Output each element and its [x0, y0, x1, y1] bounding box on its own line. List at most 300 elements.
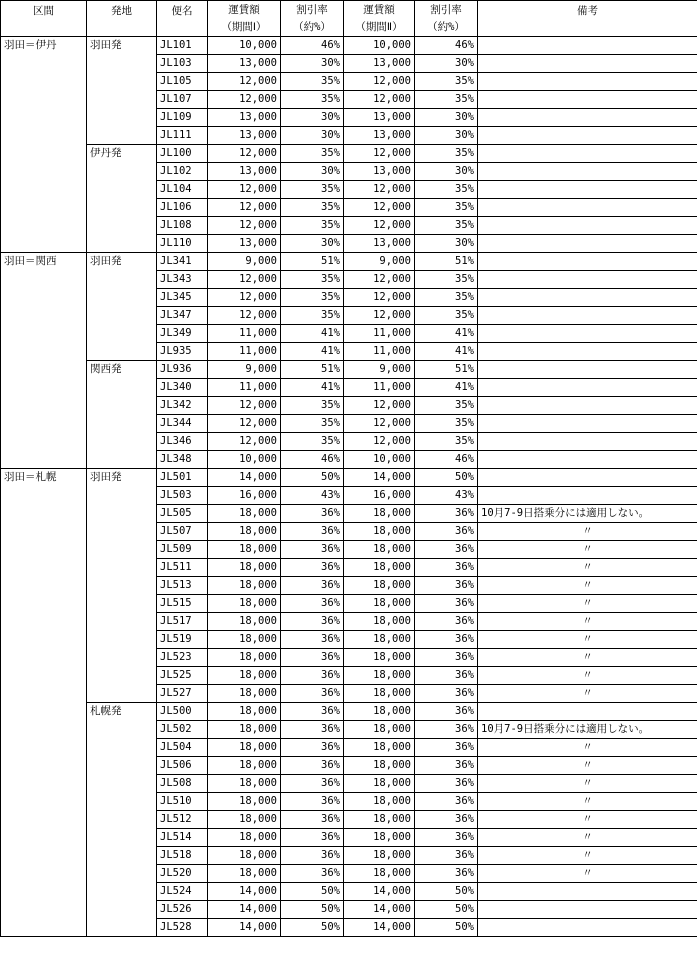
table-row — [1, 703, 697, 721]
flight-number-cell: JL526 — [157, 901, 208, 919]
rate-period1-cell: 36% — [281, 793, 344, 811]
note-cell — [478, 307, 697, 325]
rate-period2-cell: 35% — [415, 397, 478, 415]
flight-number-cell: JL347 — [157, 307, 208, 325]
fare-period2-cell: 12,000 — [344, 73, 415, 91]
flight-number-cell: JL104 — [157, 181, 208, 199]
fare-period2-cell: 12,000 — [344, 199, 415, 217]
flight-number-cell: JL103 — [157, 55, 208, 73]
flight-number-cell: JL520 — [157, 865, 208, 883]
note-cell — [478, 325, 697, 343]
origin-cell: 伊丹発 — [87, 145, 157, 253]
flight-number-cell: JL348 — [157, 451, 208, 469]
rate-period2-cell: 41% — [415, 325, 478, 343]
rate-period2-cell: 41% — [415, 343, 478, 361]
header-origin: 発地 — [87, 1, 157, 37]
rate-period2-cell: 36% — [415, 523, 478, 541]
fare-period2-cell: 13,000 — [344, 127, 415, 145]
fare-period1-cell: 14,000 — [208, 469, 281, 487]
rate-period1-cell: 30% — [281, 235, 344, 253]
table-body — [1, 37, 697, 937]
rate-period1-cell: 41% — [281, 379, 344, 397]
note-cell — [478, 199, 697, 217]
note-cell — [478, 109, 697, 127]
rate-period1-cell: 36% — [281, 505, 344, 523]
flight-number-cell: JL107 — [157, 91, 208, 109]
fare-period1-cell: 13,000 — [208, 127, 281, 145]
table-header — [1, 1, 697, 37]
fare-period2-cell: 9,000 — [344, 361, 415, 379]
note-cell — [478, 379, 697, 397]
fare-period1-cell: 18,000 — [208, 739, 281, 757]
note-cell — [478, 91, 697, 109]
fare-period2-cell: 11,000 — [344, 379, 415, 397]
fare-period2-cell: 18,000 — [344, 685, 415, 703]
rate-period1-cell: 30% — [281, 127, 344, 145]
fare-period2-cell: 10,000 — [344, 37, 415, 55]
fare-period1-cell: 13,000 — [208, 109, 281, 127]
table-row — [1, 469, 697, 487]
rate-period2-cell: 35% — [415, 199, 478, 217]
fare-period1-cell: 12,000 — [208, 199, 281, 217]
flight-number-cell: JL101 — [157, 37, 208, 55]
rate-period2-cell: 36% — [415, 685, 478, 703]
fare-period1-cell: 18,000 — [208, 811, 281, 829]
flight-number-cell: JL515 — [157, 595, 208, 613]
header-fare-period2 — [344, 1, 415, 37]
flight-number-cell: JL500 — [157, 703, 208, 721]
rate-period2-cell: 36% — [415, 595, 478, 613]
fare-period1-cell: 10,000 — [208, 451, 281, 469]
flight-number-cell: JL344 — [157, 415, 208, 433]
note-cell — [478, 433, 697, 451]
rate-period1-cell: 36% — [281, 829, 344, 847]
fare-period2-cell: 12,000 — [344, 397, 415, 415]
note-cell — [478, 487, 697, 505]
flight-number-cell: JL105 — [157, 73, 208, 91]
fare-period1-cell: 18,000 — [208, 721, 281, 739]
note-cell — [478, 361, 697, 379]
fare-period2-cell: 13,000 — [344, 109, 415, 127]
note-cell — [478, 271, 697, 289]
fare-period1-cell: 18,000 — [208, 613, 281, 631]
origin-cell: 羽田発 — [87, 253, 157, 361]
note-cell — [478, 919, 697, 937]
origin-cell: 関西発 — [87, 361, 157, 469]
flight-number-cell: JL935 — [157, 343, 208, 361]
rate-period1-cell: 36% — [281, 523, 344, 541]
rate-period1-cell: 35% — [281, 73, 344, 91]
rate-period1-cell: 36% — [281, 631, 344, 649]
fare-period2-cell: 18,000 — [344, 631, 415, 649]
note-cell — [478, 397, 697, 415]
flight-number-cell: JL528 — [157, 919, 208, 937]
note-cell — [478, 703, 697, 721]
fare-period2-cell: 18,000 — [344, 865, 415, 883]
section-cell: 羽田＝伊丹 — [1, 37, 87, 253]
fare-period2-cell: 18,000 — [344, 739, 415, 757]
fare-period2-cell: 12,000 — [344, 181, 415, 199]
rate-period1-cell: 36% — [281, 811, 344, 829]
rate-period1-cell: 36% — [281, 577, 344, 595]
flight-number-cell: JL527 — [157, 685, 208, 703]
fare-period1-cell: 18,000 — [208, 559, 281, 577]
fare-period1-cell: 12,000 — [208, 145, 281, 163]
fare-period2-cell: 13,000 — [344, 235, 415, 253]
fare-period1-cell: 18,000 — [208, 775, 281, 793]
rate-period2-cell: 30% — [415, 109, 478, 127]
fare-period2-cell: 14,000 — [344, 919, 415, 937]
rate-period1-cell: 35% — [281, 217, 344, 235]
fare-period1-cell: 12,000 — [208, 289, 281, 307]
flight-number-cell: JL346 — [157, 433, 208, 451]
rate-period2-cell: 51% — [415, 361, 478, 379]
rate-period2-cell: 46% — [415, 451, 478, 469]
rate-period1-cell: 50% — [281, 919, 344, 937]
fare-period2-cell: 11,000 — [344, 343, 415, 361]
fare-period2-cell: 18,000 — [344, 577, 415, 595]
note-cell: 〃 — [478, 685, 697, 703]
fare-period1-cell: 9,000 — [208, 253, 281, 271]
note-cell — [478, 253, 697, 271]
flight-number-cell: JL510 — [157, 793, 208, 811]
rate-period2-cell: 35% — [415, 271, 478, 289]
fare-period2-cell: 18,000 — [344, 793, 415, 811]
note-cell — [478, 235, 697, 253]
rate-period1-cell: 36% — [281, 613, 344, 631]
rate-period1-cell: 35% — [281, 271, 344, 289]
rate-period1-cell: 36% — [281, 703, 344, 721]
note-cell: 〃 — [478, 541, 697, 559]
note-cell — [478, 415, 697, 433]
rate-period2-cell: 36% — [415, 649, 478, 667]
fare-period2-cell: 11,000 — [344, 325, 415, 343]
fare-period2-cell: 18,000 — [344, 613, 415, 631]
flight-number-cell: JL342 — [157, 397, 208, 415]
rate-period2-cell: 35% — [415, 217, 478, 235]
fare-period2-cell: 13,000 — [344, 163, 415, 181]
fare-period2-cell: 12,000 — [344, 145, 415, 163]
note-cell: 〃 — [478, 829, 697, 847]
rate-period2-cell: 50% — [415, 901, 478, 919]
flight-number-cell: JL503 — [157, 487, 208, 505]
flight-number-cell: JL504 — [157, 739, 208, 757]
fare-period1-cell: 13,000 — [208, 55, 281, 73]
flight-number-cell: JL343 — [157, 271, 208, 289]
flight-number-cell: JL519 — [157, 631, 208, 649]
flight-number-cell: JL102 — [157, 163, 208, 181]
rate-period1-cell: 35% — [281, 181, 344, 199]
flight-number-cell: JL936 — [157, 361, 208, 379]
rate-period1-cell: 46% — [281, 37, 344, 55]
fare-period1-cell: 18,000 — [208, 847, 281, 865]
fare-period2-cell: 10,000 — [344, 451, 415, 469]
fare-period1-cell: 18,000 — [208, 541, 281, 559]
note-cell: 〃 — [478, 739, 697, 757]
table-row — [1, 253, 697, 271]
note-cell: 〃 — [478, 847, 697, 865]
rate-period2-cell: 36% — [415, 757, 478, 775]
rate-period2-cell: 50% — [415, 919, 478, 937]
flight-number-cell: JL507 — [157, 523, 208, 541]
note-cell — [478, 451, 697, 469]
fare-period2-cell: 12,000 — [344, 91, 415, 109]
rate-period1-cell: 35% — [281, 199, 344, 217]
flight-number-cell: JL512 — [157, 811, 208, 829]
fare-period2-cell: 12,000 — [344, 433, 415, 451]
fare-period1-cell: 18,000 — [208, 685, 281, 703]
fare-period1-cell: 18,000 — [208, 505, 281, 523]
note-cell: 〃 — [478, 865, 697, 883]
note-cell: 〃 — [478, 577, 697, 595]
table-row — [1, 361, 697, 379]
rate-period1-cell: 36% — [281, 721, 344, 739]
fare-period2-cell: 18,000 — [344, 559, 415, 577]
flight-number-cell: JL502 — [157, 721, 208, 739]
fare-period1-cell: 10,000 — [208, 37, 281, 55]
rate-period1-cell: 30% — [281, 109, 344, 127]
rate-period2-cell: 36% — [415, 865, 478, 883]
fare-period2-cell: 14,000 — [344, 901, 415, 919]
fare-period1-cell: 11,000 — [208, 343, 281, 361]
rate-period2-cell: 36% — [415, 613, 478, 631]
rate-period1-cell: 36% — [281, 685, 344, 703]
fare-period2-cell: 18,000 — [344, 721, 415, 739]
rate-period2-cell: 36% — [415, 577, 478, 595]
rate-period2-cell: 50% — [415, 883, 478, 901]
flight-number-cell: JL106 — [157, 199, 208, 217]
header-fare-period1 — [208, 1, 281, 37]
rate-period1-cell: 35% — [281, 415, 344, 433]
fare-period1-cell: 13,000 — [208, 163, 281, 181]
rate-period1-cell: 43% — [281, 487, 344, 505]
origin-cell: 羽田発 — [87, 469, 157, 703]
rate-period1-cell: 36% — [281, 667, 344, 685]
fare-period2-cell: 12,000 — [344, 271, 415, 289]
note-cell — [478, 55, 697, 73]
note-cell — [478, 289, 697, 307]
note-cell — [478, 217, 697, 235]
fare-period1-cell: 18,000 — [208, 649, 281, 667]
rate-period2-cell: 36% — [415, 775, 478, 793]
header-rate-period1 — [281, 1, 344, 37]
note-cell — [478, 181, 697, 199]
rate-period1-cell: 50% — [281, 901, 344, 919]
flight-number-cell: JL525 — [157, 667, 208, 685]
fare-period1-cell: 18,000 — [208, 523, 281, 541]
fare-period2-cell: 18,000 — [344, 595, 415, 613]
fare-period2-cell: 18,000 — [344, 811, 415, 829]
note-cell: 〃 — [478, 811, 697, 829]
flight-number-cell: JL109 — [157, 109, 208, 127]
rate-period2-cell: 36% — [415, 811, 478, 829]
flight-number-cell: JL108 — [157, 217, 208, 235]
note-cell: 〃 — [478, 595, 697, 613]
header-flight: 便名 — [157, 1, 208, 37]
flight-number-cell: JL508 — [157, 775, 208, 793]
fare-period2-cell: 12,000 — [344, 217, 415, 235]
rate-period2-cell: 36% — [415, 793, 478, 811]
rate-period2-cell: 35% — [415, 145, 478, 163]
note-cell: 〃 — [478, 757, 697, 775]
rate-period1-cell: 41% — [281, 325, 344, 343]
note-cell: 〃 — [478, 667, 697, 685]
rate-period2-cell: 36% — [415, 829, 478, 847]
header-rate-period1-line1: 割引率 — [296, 4, 328, 16]
rate-period2-cell: 30% — [415, 163, 478, 181]
fare-period1-cell: 18,000 — [208, 757, 281, 775]
fare-period1-cell: 12,000 — [208, 217, 281, 235]
header-rate-period1-line2: （約%） — [293, 21, 331, 33]
note-cell: 〃 — [478, 775, 697, 793]
rate-period2-cell: 30% — [415, 235, 478, 253]
rate-period1-cell: 35% — [281, 145, 344, 163]
flight-number-cell: JL517 — [157, 613, 208, 631]
flight-number-cell: JL501 — [157, 469, 208, 487]
rate-period1-cell: 30% — [281, 163, 344, 181]
header-section: 区間 — [1, 1, 87, 37]
fare-period1-cell: 18,000 — [208, 631, 281, 649]
fare-period2-cell: 18,000 — [344, 523, 415, 541]
fare-period1-cell: 11,000 — [208, 379, 281, 397]
rate-period1-cell: 36% — [281, 775, 344, 793]
rate-period2-cell: 30% — [415, 127, 478, 145]
fare-period2-cell: 18,000 — [344, 847, 415, 865]
fare-period1-cell: 14,000 — [208, 883, 281, 901]
fare-period1-cell: 12,000 — [208, 91, 281, 109]
fare-period2-cell: 16,000 — [344, 487, 415, 505]
flight-number-cell: JL511 — [157, 559, 208, 577]
fare-period2-cell: 14,000 — [344, 469, 415, 487]
fare-period1-cell: 18,000 — [208, 793, 281, 811]
rate-period1-cell: 50% — [281, 469, 344, 487]
fare-period1-cell: 14,000 — [208, 919, 281, 937]
flight-number-cell: JL345 — [157, 289, 208, 307]
rate-period1-cell: 41% — [281, 343, 344, 361]
fare-period1-cell: 12,000 — [208, 415, 281, 433]
fare-period1-cell: 11,000 — [208, 325, 281, 343]
rate-period1-cell: 36% — [281, 847, 344, 865]
flight-number-cell: JL513 — [157, 577, 208, 595]
flight-number-cell: JL100 — [157, 145, 208, 163]
rate-period1-cell: 36% — [281, 865, 344, 883]
fare-period1-cell: 9,000 — [208, 361, 281, 379]
rate-period2-cell: 30% — [415, 55, 478, 73]
flight-number-cell: JL340 — [157, 379, 208, 397]
header-fare-period1-line2: （期間Ⅰ） — [221, 21, 267, 33]
rate-period2-cell: 36% — [415, 559, 478, 577]
note-cell: 〃 — [478, 523, 697, 541]
fare-period2-cell: 18,000 — [344, 667, 415, 685]
rate-period1-cell: 35% — [281, 433, 344, 451]
note-cell — [478, 343, 697, 361]
fare-period1-cell: 18,000 — [208, 865, 281, 883]
rate-period2-cell: 35% — [415, 307, 478, 325]
fare-period1-cell: 12,000 — [208, 271, 281, 289]
fare-period1-cell: 12,000 — [208, 181, 281, 199]
rate-period2-cell: 36% — [415, 703, 478, 721]
rate-period2-cell: 35% — [415, 433, 478, 451]
fare-period1-cell: 18,000 — [208, 703, 281, 721]
rate-period2-cell: 51% — [415, 253, 478, 271]
rate-period1-cell: 51% — [281, 361, 344, 379]
note-cell: 〃 — [478, 559, 697, 577]
fare-period2-cell: 12,000 — [344, 307, 415, 325]
rate-period1-cell: 36% — [281, 757, 344, 775]
flight-number-cell: JL514 — [157, 829, 208, 847]
fare-period2-cell: 13,000 — [344, 55, 415, 73]
fare-period2-cell: 18,000 — [344, 829, 415, 847]
origin-cell: 札幌発 — [87, 703, 157, 937]
note-cell: 〃 — [478, 631, 697, 649]
fare-period1-cell: 18,000 — [208, 595, 281, 613]
table-row — [1, 145, 697, 163]
rate-period2-cell: 35% — [415, 289, 478, 307]
rate-period2-cell: 36% — [415, 505, 478, 523]
rate-period2-cell: 36% — [415, 739, 478, 757]
header-note: 備考 — [478, 1, 697, 37]
header-fare-period2-line2: （期間Ⅱ） — [355, 21, 403, 33]
header-fare-period1-line1: 運賃額 — [228, 4, 260, 16]
note-cell — [478, 901, 697, 919]
note-cell — [478, 163, 697, 181]
flight-number-cell: JL111 — [157, 127, 208, 145]
rate-period1-cell: 50% — [281, 883, 344, 901]
fare-period1-cell: 12,000 — [208, 307, 281, 325]
flight-number-cell: JL505 — [157, 505, 208, 523]
rate-period1-cell: 51% — [281, 253, 344, 271]
note-cell — [478, 37, 697, 55]
rate-period1-cell: 36% — [281, 739, 344, 757]
fare-period1-cell: 14,000 — [208, 901, 281, 919]
rate-period2-cell: 50% — [415, 469, 478, 487]
rate-period2-cell: 35% — [415, 73, 478, 91]
rate-period1-cell: 36% — [281, 559, 344, 577]
flight-number-cell: JL518 — [157, 847, 208, 865]
flight-number-cell: JL506 — [157, 757, 208, 775]
rate-period2-cell: 36% — [415, 667, 478, 685]
flight-number-cell: JL110 — [157, 235, 208, 253]
note-cell — [478, 883, 697, 901]
header-rate-period2-line1: 割引率 — [430, 4, 462, 16]
note-cell: 〃 — [478, 613, 697, 631]
header-row — [1, 1, 697, 37]
fare-period1-cell: 18,000 — [208, 577, 281, 595]
fare-period2-cell: 12,000 — [344, 289, 415, 307]
fare-period2-cell: 18,000 — [344, 757, 415, 775]
section-cell: 羽田＝関西 — [1, 253, 87, 469]
fare-period2-cell: 12,000 — [344, 415, 415, 433]
flight-number-cell: JL523 — [157, 649, 208, 667]
rate-period1-cell: 36% — [281, 595, 344, 613]
table-row — [1, 37, 697, 55]
rate-period1-cell: 36% — [281, 649, 344, 667]
fare-period1-cell: 13,000 — [208, 235, 281, 253]
rate-period1-cell: 30% — [281, 55, 344, 73]
fare-period1-cell: 12,000 — [208, 73, 281, 91]
rate-period2-cell: 46% — [415, 37, 478, 55]
flight-number-cell: JL341 — [157, 253, 208, 271]
fare-period1-cell: 12,000 — [208, 397, 281, 415]
flight-number-cell: JL509 — [157, 541, 208, 559]
rate-period2-cell: 36% — [415, 541, 478, 559]
header-rate-period2-line2: （約%） — [427, 21, 465, 33]
rate-period1-cell: 35% — [281, 307, 344, 325]
flight-number-cell: JL524 — [157, 883, 208, 901]
origin-cell: 羽田発 — [87, 37, 157, 145]
fare-period2-cell: 18,000 — [344, 649, 415, 667]
rate-period2-cell: 41% — [415, 379, 478, 397]
